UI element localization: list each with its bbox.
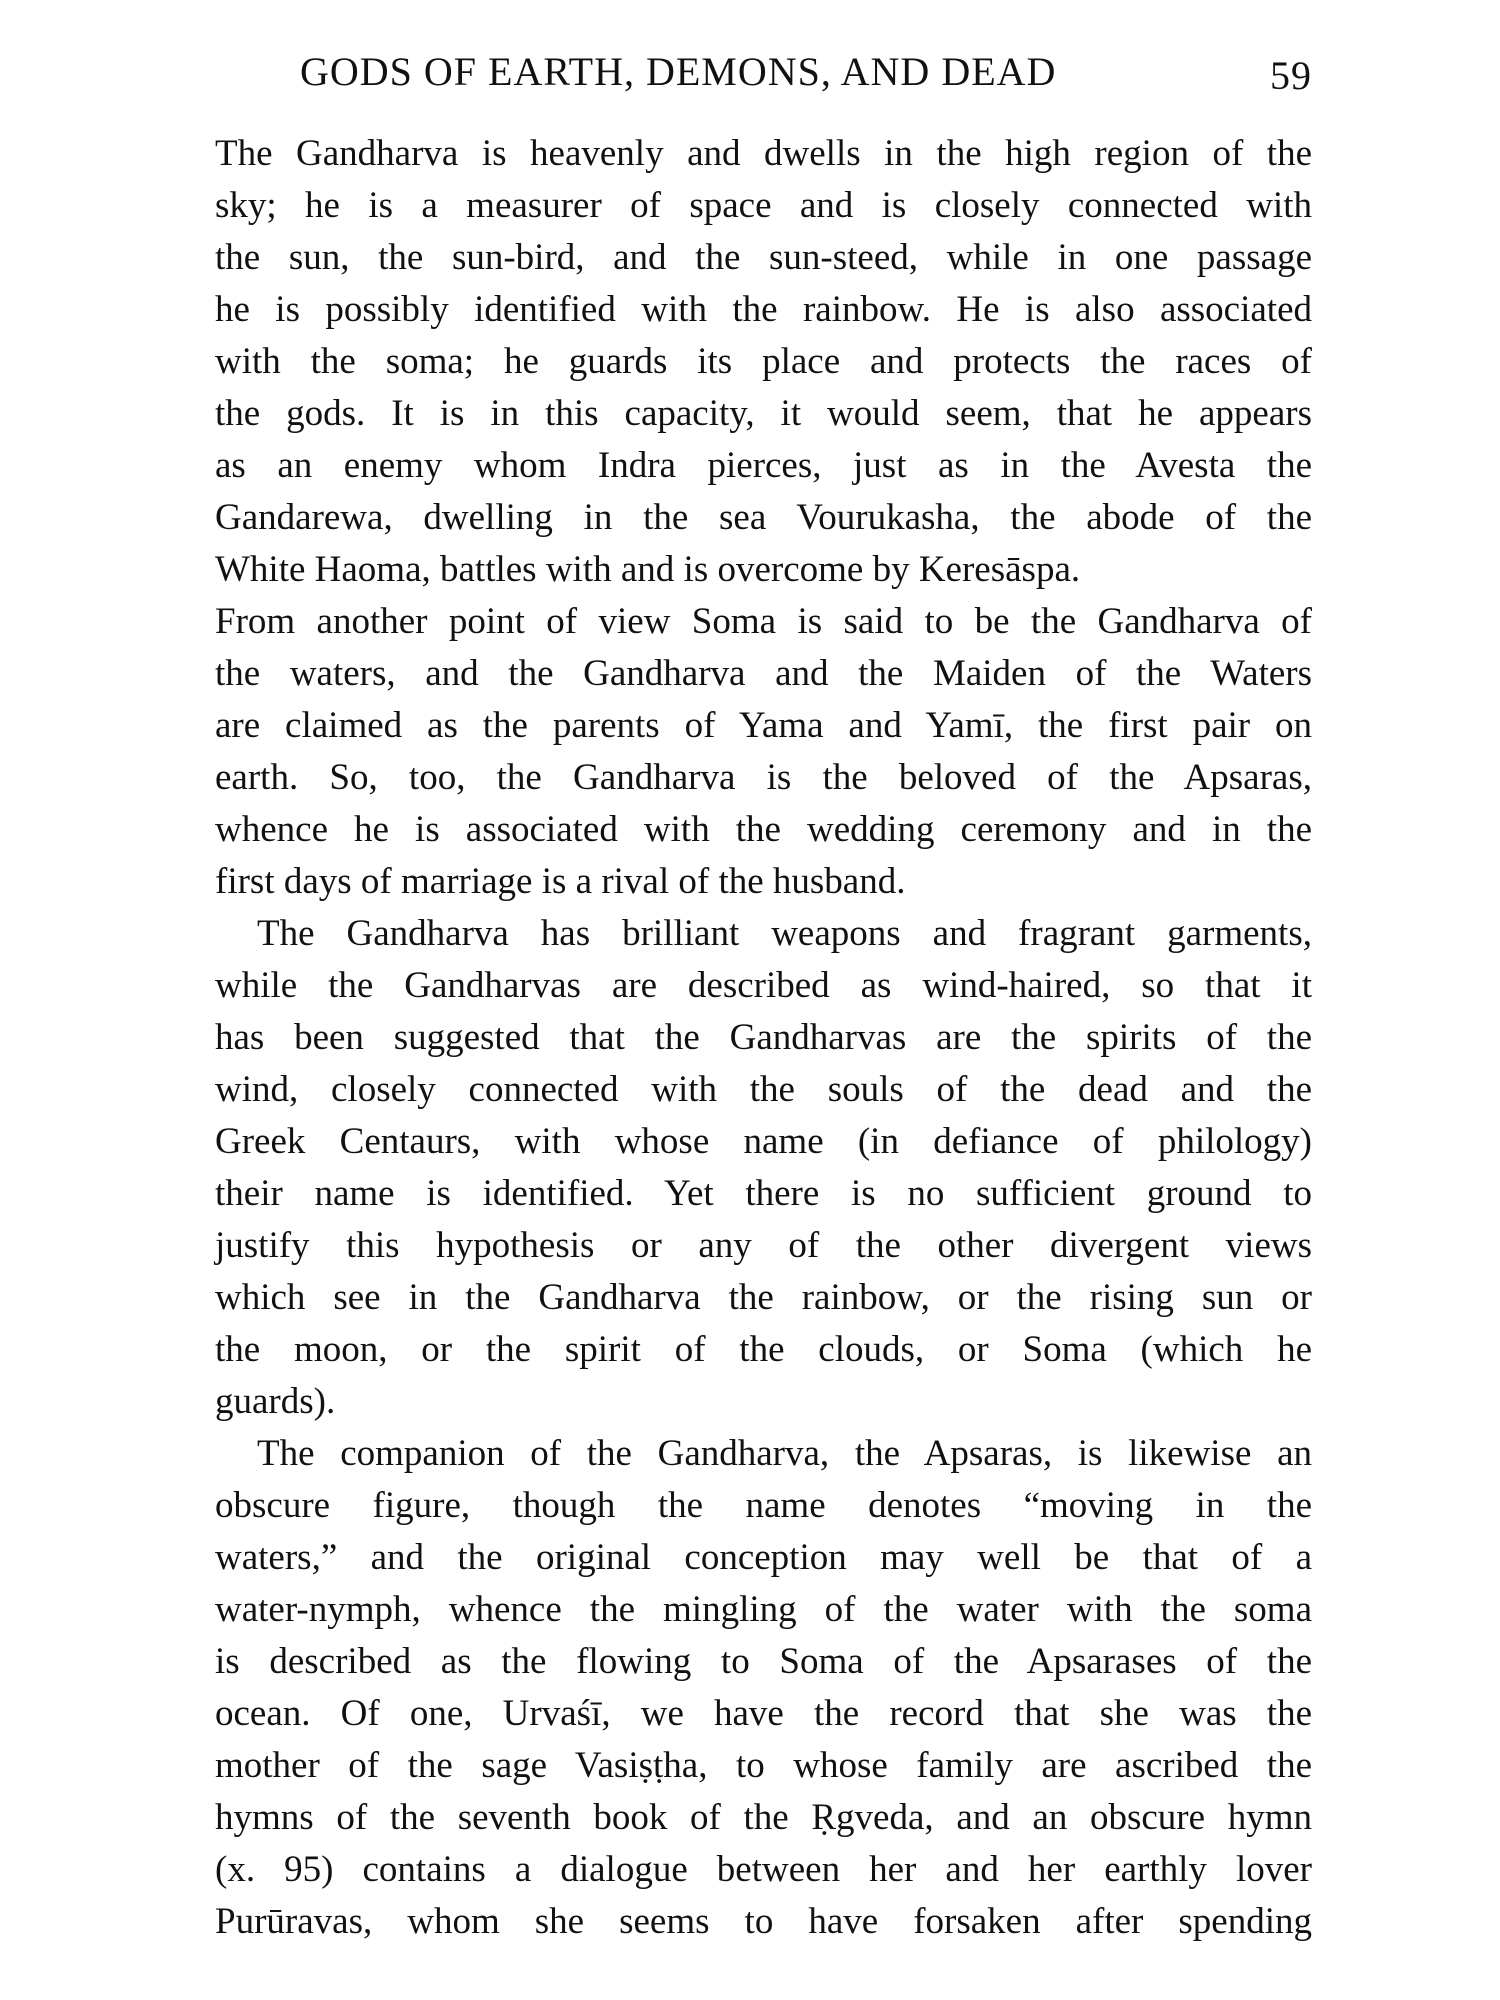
- text-line: water-nymph, whence the mingling of the water with the soma: [215, 1589, 1312, 1630]
- text-line: Gandarewa, dwelling in the sea Vourukasha, the abode of the: [215, 497, 1312, 538]
- paragraph-gandharva-weapons: [215, 908, 1312, 1428]
- text-line: while the Gandharvas are described as wind-haired, so that it: [215, 965, 1312, 1006]
- text-line: Greek Centaurs, with whose name (in defiance of philology): [215, 1121, 1312, 1162]
- text-line: hymns of the seventh book of the Ṛgveda, and an obscure hymn: [215, 1797, 1312, 1838]
- text-line: sky; he is a measurer of space and is closely connected with: [215, 185, 1312, 226]
- text-line: first days of marriage is a rival of the husband.: [215, 861, 906, 902]
- paragraph-gandharva-heavenly: [215, 128, 1312, 908]
- text-line: are claimed as the parents of Yama and Yamī, the first pair on: [215, 705, 1312, 746]
- page-number: 59: [1270, 53, 1312, 98]
- text-line: the gods. It is in this capacity, it would seem, that he appears: [215, 393, 1312, 434]
- text-line: as an enemy whom Indra pierces, just as in the Avesta the: [215, 445, 1312, 486]
- text-line: earth. So, too, the Gandharva is the beloved of the Apsaras,: [215, 757, 1312, 798]
- text-line: their name is identified. Yet there is no sufficient ground to: [215, 1173, 1312, 1214]
- body-text: [215, 128, 1312, 1948]
- text-line: the moon, or the spirit of the clouds, or Soma (which he: [215, 1329, 1312, 1370]
- text-line: ocean. Of one, Urvaśī, we have the record that she was the: [215, 1693, 1312, 1734]
- text-line: guards).: [215, 1381, 336, 1422]
- text-line: obscure figure, though the name denotes “moving in the: [215, 1485, 1312, 1526]
- text-line: he is possibly identified with the rainbow. He is also associated: [215, 289, 1312, 330]
- text-line: the waters, and the Gandharva and the Maiden of the Waters: [215, 653, 1312, 694]
- text-line: justify this hypothesis or any of the other divergent views: [215, 1225, 1312, 1266]
- text-line: wind, closely connected with the souls of the dead and the: [215, 1069, 1312, 1110]
- text-line: with the soma; he guards its place and protects the races of: [215, 341, 1312, 382]
- text-line: mother of the sage Vasiṣṭha, to whose family are ascribed the: [215, 1745, 1312, 1786]
- text-line: is described as the flowing to Soma of the Apsarases of the: [215, 1641, 1312, 1682]
- text-line: Purūravas, whom she seems to have forsaken after spending: [215, 1901, 1312, 1942]
- text-line: waters,” and the original conception may well be that of a: [215, 1537, 1312, 1578]
- text-line: The companion of the Gandharva, the Apsaras, is likewise an: [257, 1433, 1312, 1474]
- text-line: The Gandharva has brilliant weapons and fragrant garments,: [257, 913, 1312, 954]
- text-line: which see in the Gandharva the rainbow, or the rising sun or: [215, 1277, 1312, 1318]
- text-line: (x. 95) contains a dialogue between her and her earthly lover: [215, 1849, 1312, 1890]
- running-head: [300, 48, 1312, 108]
- text-line: whence he is associated with the wedding ceremony and in the: [215, 809, 1312, 850]
- paragraph-apsaras: [215, 1428, 1312, 1948]
- text-line: has been suggested that the Gandharvas are the spirits of the: [215, 1017, 1312, 1058]
- text-line: The Gandharva is heavenly and dwells in the high region of the: [215, 133, 1312, 174]
- text-line: White Haoma, battles with and is overcome by Keresāspa.: [215, 549, 1081, 590]
- running-title: GODS OF EARTH, DEMONS, AND DEAD: [300, 49, 1057, 94]
- text-line: the sun, the sun-bird, and the sun-steed, while in one passage: [215, 237, 1312, 278]
- text-line: From another point of view Soma is said to be the Gandharva of: [215, 601, 1312, 642]
